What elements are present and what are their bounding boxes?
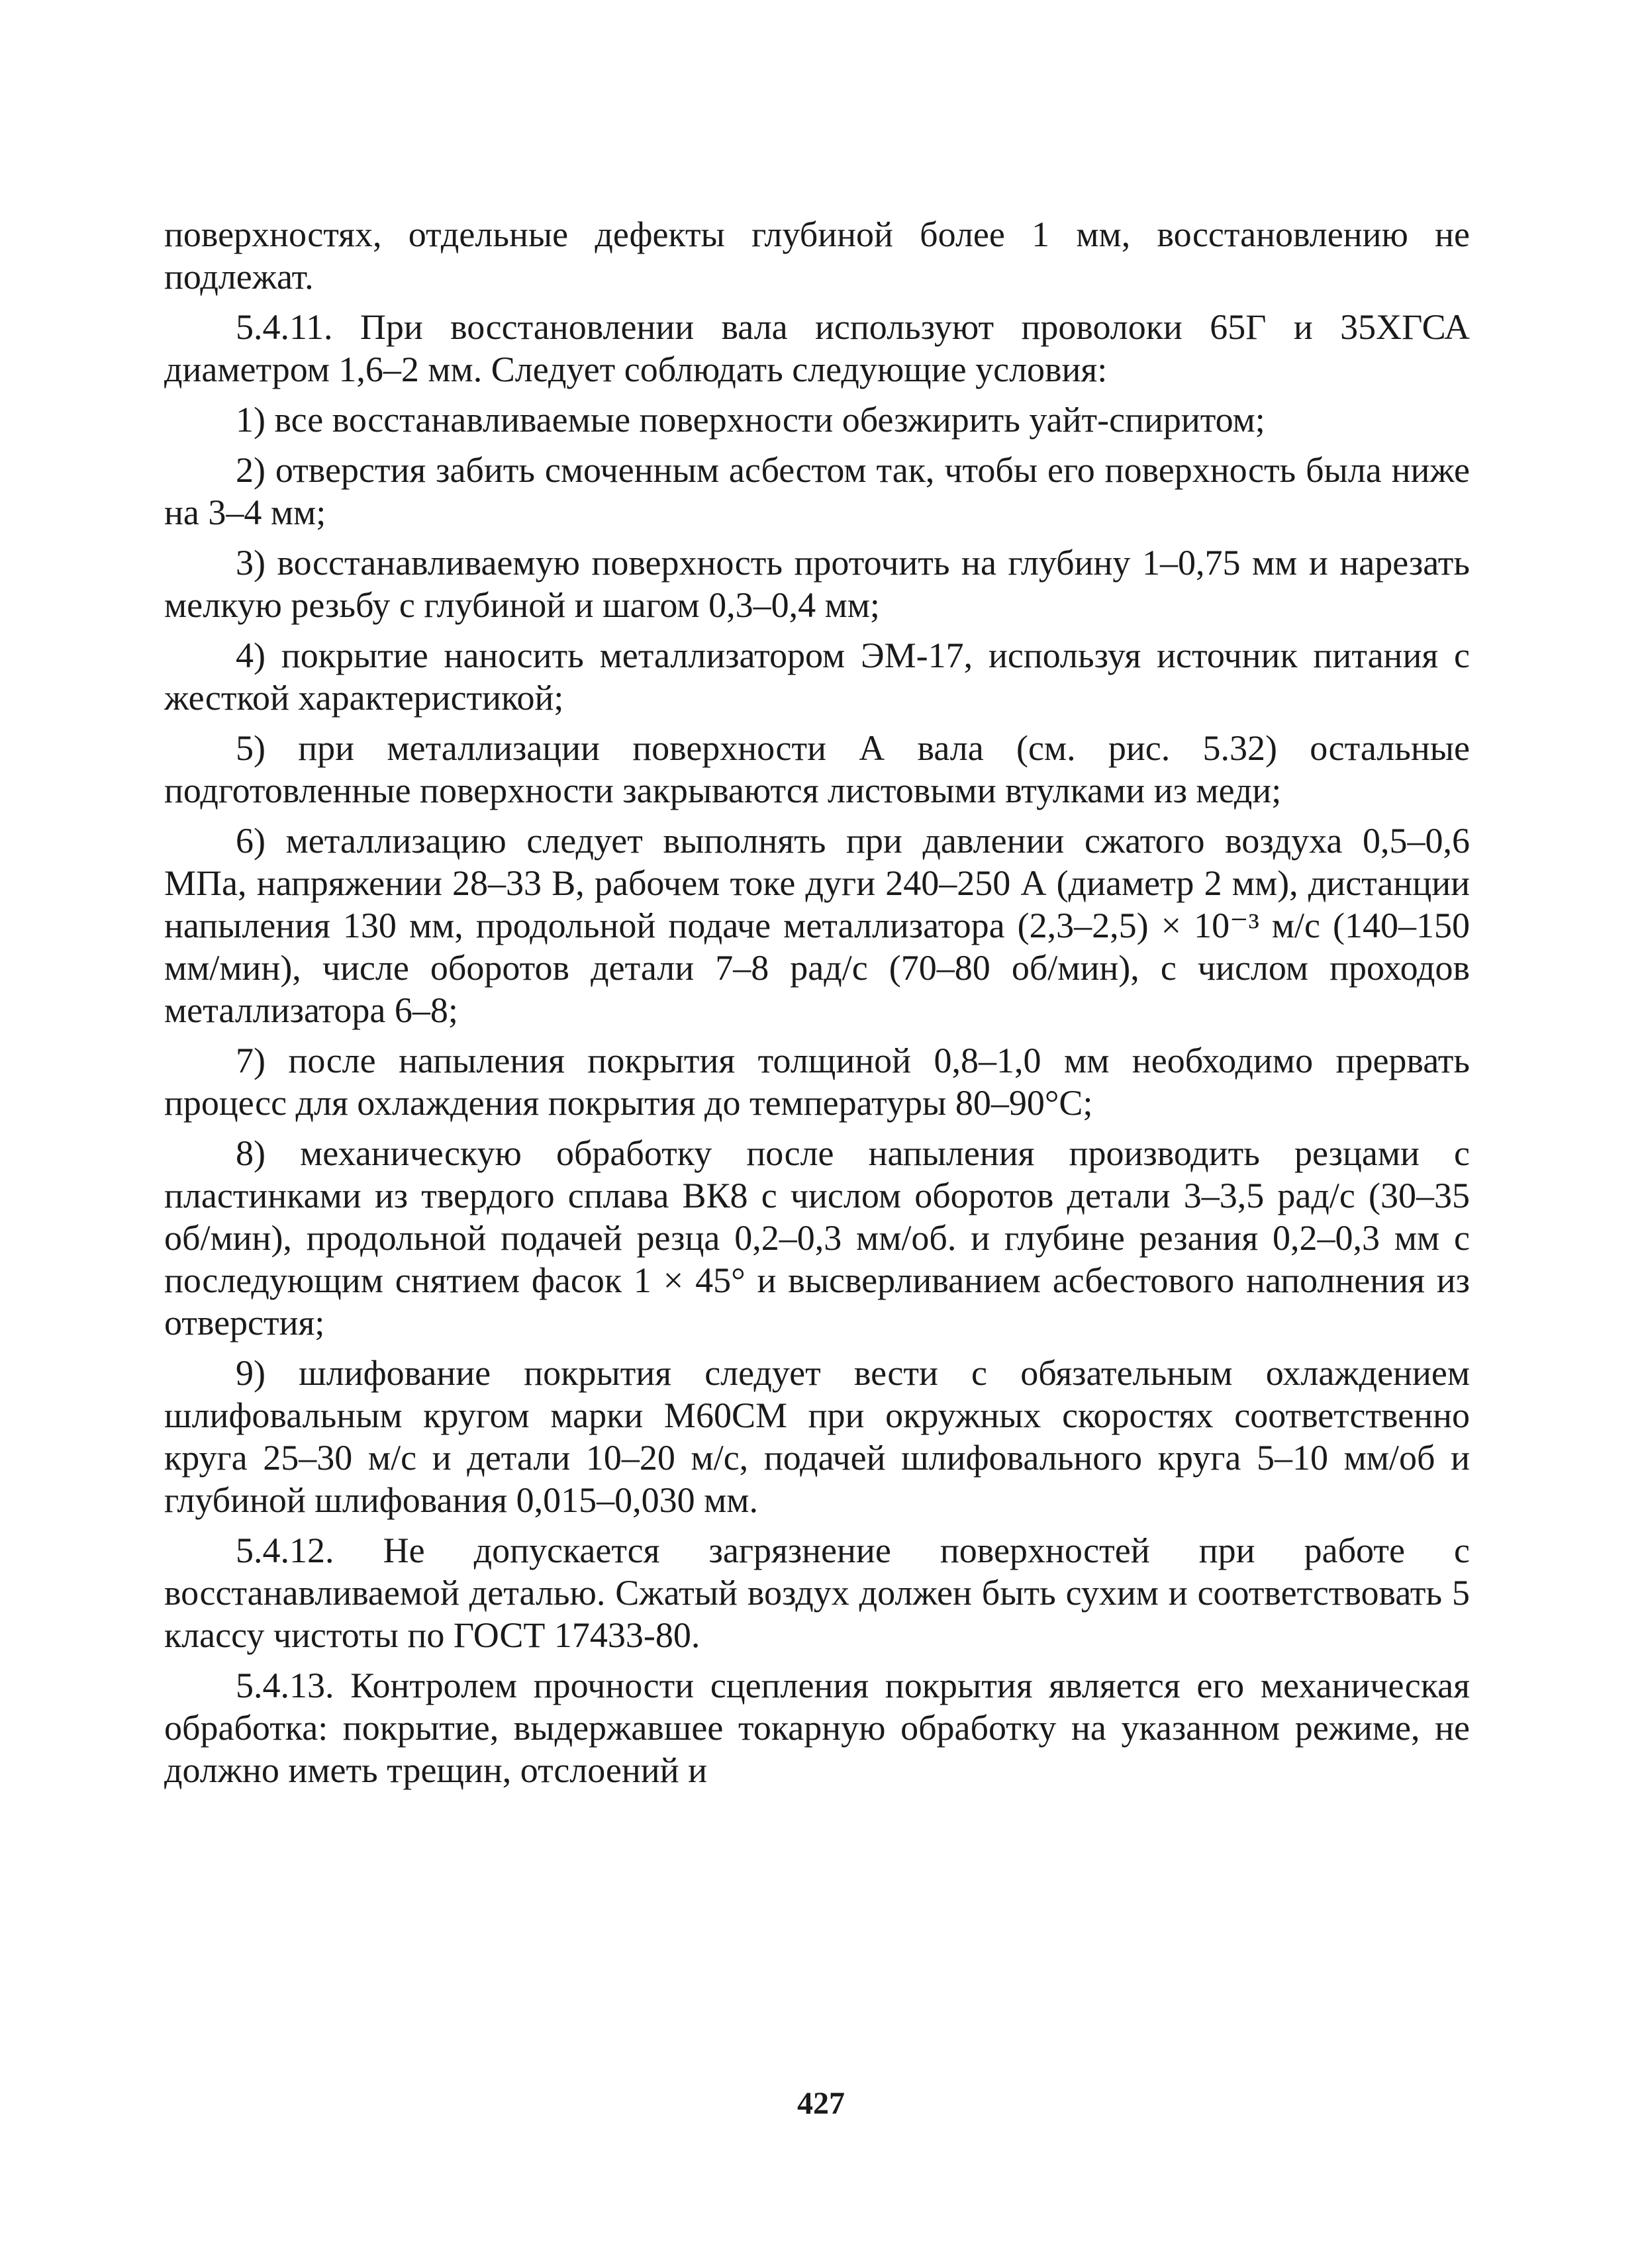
list-item-3: 3) восстанавливаемую поверхность проточить на глубину 1–0,75 мм и нарезать мелкую резьбу с глубиной и шагом 0,3–0,4 мм; <box>164 543 1470 625</box>
list-item-8: 8) механическую обработку после напыления производить резцами с пластинками из твердого сплава ВК8 с числом оборотов детали 3–3,5 рад/с (30–35 об/мин), продольной подачей резца 0,2–0,3 мм/об. и глубине резания 0,2–0,3 мм с последующим снятием фасок 1 × 45° и высверливанием асбестового наполнения из отверстия; <box>164 1133 1470 1343</box>
paragraph-5-4-13: 5.4.13. Контролем прочности сцепления покрытия является его механическая обработка: покрытие, выдержавшее токарную обработку на указанном режиме, не должно иметь трещин, отслоений и <box>164 1666 1470 1790</box>
list-item-1: 1) все восстанавливаемые поверхности обезжирить уайт-спиритом; <box>236 400 1265 440</box>
list-item-6: 6) металлизацию следует выполнять при давлении сжатого воздуха 0,5–0,6 МПа, напряжении 28–33 В, рабочем токе дуги 240–250 А (диаметр 2 мм), дистанции напыления 130 мм, продольной подаче металлизатора (2,3–2,5) × 10⁻³ м/с (140–150 мм/мин), числе оборотов детали 7–8 рад/с (70–80 об/мин), с числом проходов металлизатора 6–8; <box>164 821 1470 1030</box>
list-item-4: 4) покрытие наносить металлизатором ЭМ-17, используя источник питания с жесткой характеристикой; <box>164 636 1470 718</box>
list-item-7: 7) после напыления покрытия толщиной 0,8–1,0 мм необходимо прервать процесс для охлаждения покрытия до температуры 80–90°С; <box>164 1041 1470 1123</box>
paragraph-5-4-11: 5.4.11. При восстановлении вала используют проволоки 65Г и 35ХГСА диаметром 1,6–2 мм. Следует соблюдать следующие условия: <box>164 307 1470 389</box>
list-item-9: 9) шлифование покрытия следует вести с обязательным охлаждением шлифовальным кругом марки М60СМ при окружных скоростях соответственно круга 25–30 м/с и детали 10–20 м/с, подачей шлифовального круга 5–10 мм/об и глубиной шлифования 0,015–0,030 мм. <box>164 1353 1470 1520</box>
paragraph-5-4-12: 5.4.12. Не допускается загрязнение поверхностей при работе с восстанавливаемой деталью. Сжатый воздух должен быть сухим и соответствовать 5 классу чистоты по ГОСТ 17433-80. <box>164 1531 1470 1655</box>
list-item-2: 2) отверстия забить смоченным асбестом так, чтобы его поверхность была ниже на 3–4 мм; <box>164 450 1470 532</box>
page-number: 427 <box>797 2086 845 2121</box>
paragraph-continuation: поверхностях, отдельные дефекты глубиной более 1 мм, восстановлению не подлежат. <box>164 214 1470 297</box>
page-body <box>164 213 1470 1799</box>
list-item-5: 5) при металлизации поверхности А вала (см. рис. 5.32) остальные подготовленные поверхности закрываются листовыми втулками из меди; <box>164 728 1470 810</box>
